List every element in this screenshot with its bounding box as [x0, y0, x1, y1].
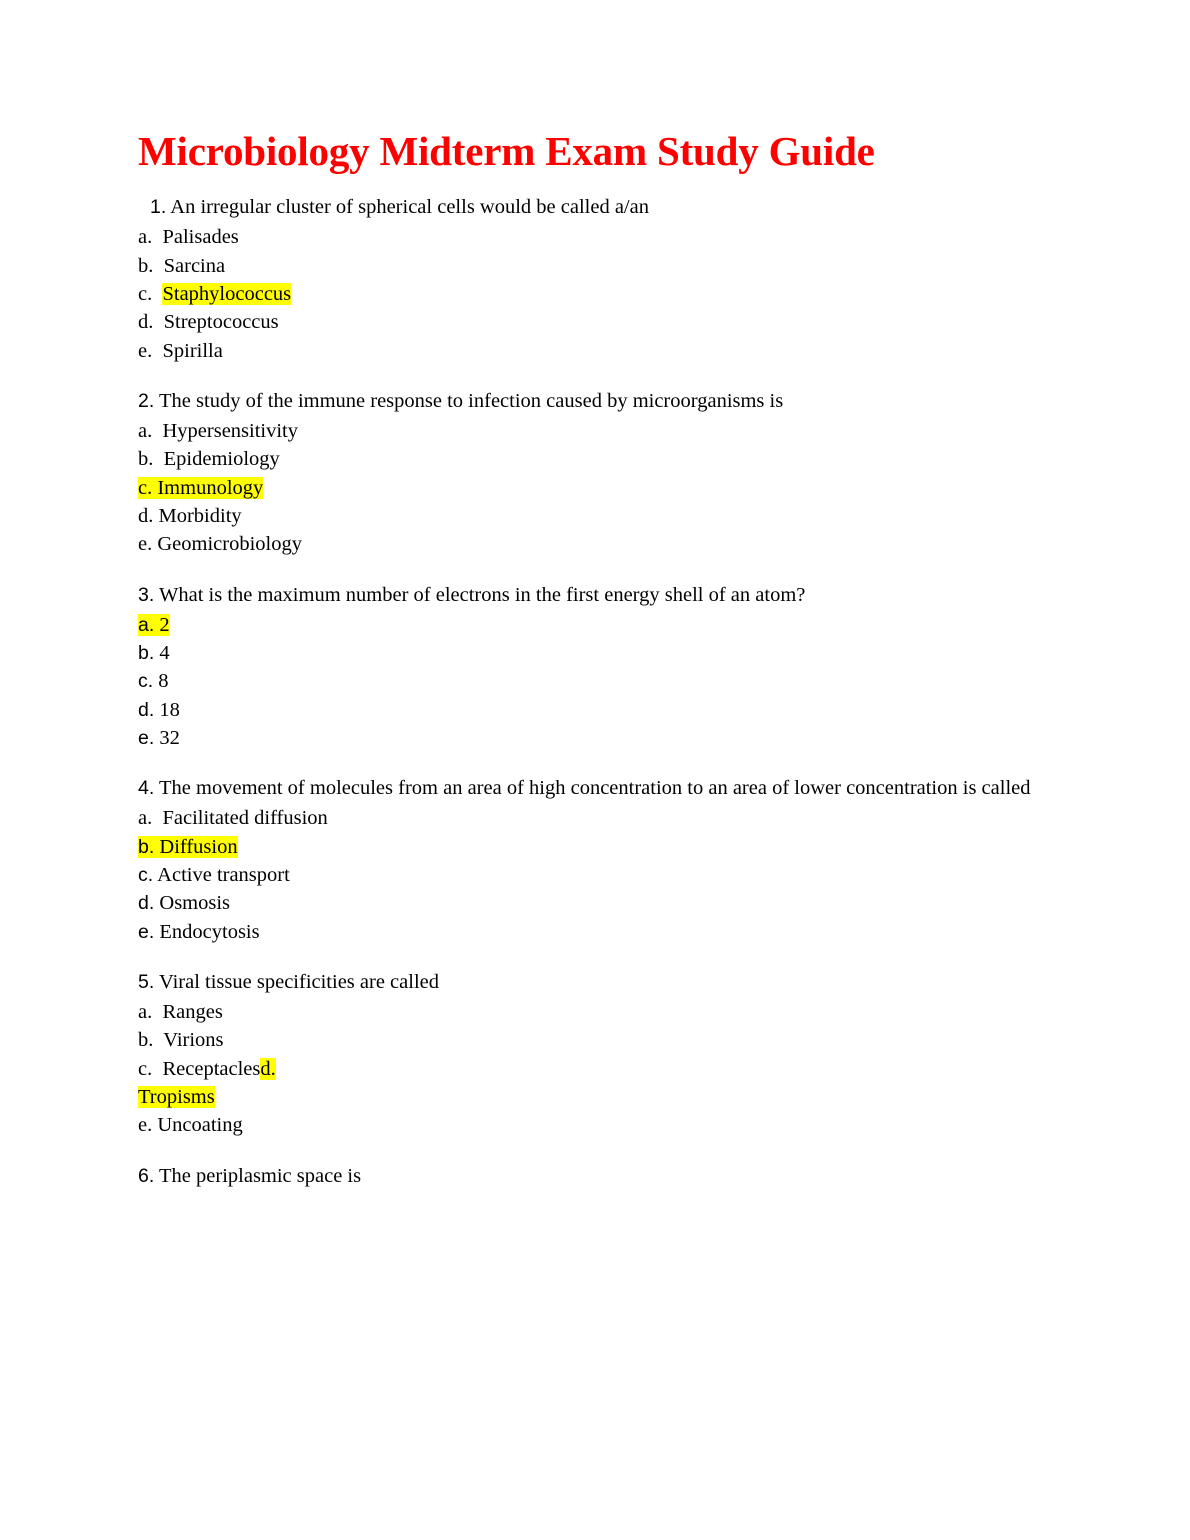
document-body [138, 128, 1038, 1212]
option-letter: b. [138, 835, 155, 858]
question-text: The movement of molecules from an area of high concentration to an area of lower concentration is called [159, 777, 1031, 800]
question-stem [138, 193, 1038, 221]
option-letter: e. [138, 339, 153, 362]
option-letter: e. [138, 920, 155, 943]
question-number: 1. [150, 196, 167, 219]
option-letter: a. [138, 1001, 153, 1024]
option-row [138, 833, 1038, 861]
option-row [138, 417, 1038, 445]
option-text: Palisades [162, 226, 239, 249]
option-row [138, 530, 1038, 558]
option-row [138, 918, 1038, 946]
question-text: The periplasmic space is [159, 1164, 362, 1187]
option-text: Morbidity [158, 504, 242, 527]
option-letter: b. [138, 1029, 154, 1052]
question-block [138, 193, 1038, 365]
option-text-highlighted: Tropisms [138, 1086, 215, 1109]
option-row-continued [138, 1083, 1038, 1111]
option-row [138, 252, 1038, 280]
option-row [138, 804, 1038, 832]
question-block [138, 774, 1038, 946]
option-row [138, 611, 1038, 639]
option-letter: a. [138, 807, 153, 830]
option-letter: b. [138, 448, 154, 471]
option-text: Endocytosis [159, 920, 260, 943]
option-letter: e. [138, 1114, 153, 1137]
question-text: An irregular cluster of spherical cells would be called a/an [170, 196, 649, 219]
option-row [138, 639, 1038, 667]
question-block [138, 968, 1038, 1140]
question-number: 4. [138, 777, 155, 800]
option-text-highlighted: Staphylococcus [162, 282, 292, 305]
option-text: Sarcina [163, 254, 226, 277]
option-row [138, 445, 1038, 473]
option-letter: a. [138, 420, 153, 443]
option-row [138, 474, 1038, 502]
option-letter: a. [138, 226, 153, 249]
page-title: Microbiology Midterm Exam Study Guide [138, 128, 875, 174]
option-row [138, 1111, 1038, 1139]
option-text: Osmosis [159, 892, 231, 915]
option-letter: d. [138, 504, 154, 527]
option-row [138, 998, 1038, 1026]
option-letter: c. [138, 864, 154, 887]
option-row [138, 889, 1038, 917]
question-number: 5. [138, 970, 155, 993]
option-letter: c. [138, 282, 153, 305]
question-stem [138, 581, 1038, 609]
option-text: Spirilla [162, 339, 223, 362]
option-text: Receptacles [162, 1057, 261, 1080]
option-text: 32 [159, 726, 180, 749]
option-letter: c. [138, 1057, 153, 1080]
option-text: 2 [159, 613, 170, 636]
option-letter: c. [138, 670, 154, 693]
question-stem [138, 387, 1038, 415]
option-text: 18 [159, 698, 180, 721]
option-row [138, 724, 1038, 752]
option-row [138, 1026, 1038, 1054]
question-text: The study of the immune response to infection caused by microorganisms is [159, 389, 784, 412]
question-text: What is the maximum number of electrons in the first energy shell of an atom? [159, 583, 806, 606]
option-letter: c. [138, 476, 153, 499]
question-number: 2. [138, 389, 155, 412]
option-row [138, 308, 1038, 336]
question-stem [138, 968, 1038, 996]
option-text: Diffusion [159, 835, 238, 858]
option-text: 8 [158, 670, 169, 693]
option-letter: d. [138, 892, 155, 915]
option-letter: b. [138, 642, 155, 665]
option-text: Immunology [157, 476, 264, 499]
option-text: Geomicrobiology [157, 533, 302, 556]
option-text: Active transport [157, 864, 290, 887]
option-letter: a. [138, 613, 155, 636]
option-text: 4 [159, 642, 170, 665]
option-row [138, 667, 1038, 695]
option-row [138, 280, 1038, 308]
question-stem [138, 1162, 1038, 1190]
option-text: Virions [163, 1029, 224, 1052]
option-text: Hypersensitivity [162, 420, 298, 443]
question-block [138, 581, 1038, 753]
option-row [138, 337, 1038, 365]
option-letter: d. [138, 311, 154, 334]
question-text: Viral tissue specificities are called [159, 970, 439, 993]
option-row [138, 696, 1038, 724]
option-row [138, 502, 1038, 530]
option-text: Ranges [162, 1001, 223, 1024]
option-letter: e. [138, 726, 155, 749]
option-letter-highlighted: d. [260, 1057, 276, 1080]
option-letter: b. [138, 254, 154, 277]
option-text: Streptococcus [163, 311, 279, 334]
question-number: 3. [138, 583, 155, 606]
question-number: 6. [138, 1164, 155, 1187]
option-row [138, 861, 1038, 889]
option-row [138, 223, 1038, 251]
option-letter: e. [138, 533, 153, 556]
question-stem [138, 774, 1038, 802]
option-text: Epidemiology [163, 448, 280, 471]
option-text: Facilitated diffusion [162, 807, 328, 830]
option-row-run-on [138, 1055, 1038, 1083]
option-letter: d. [138, 698, 155, 721]
option-text: Uncoating [157, 1114, 243, 1137]
question-block [138, 387, 1038, 559]
question-block [138, 1162, 1038, 1190]
